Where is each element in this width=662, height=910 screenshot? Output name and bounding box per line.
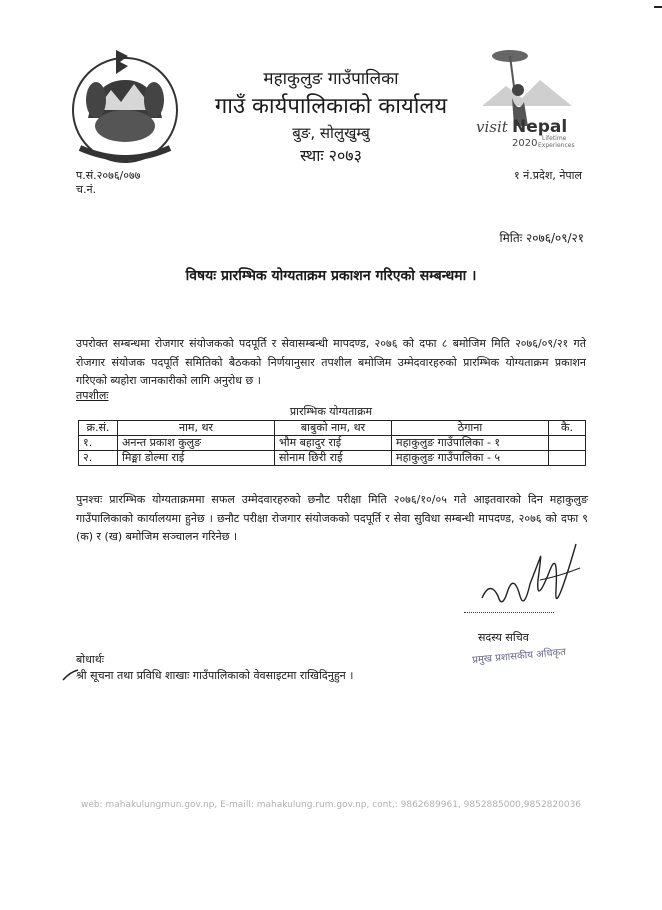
org-name: महाकुलुङ गाउँपालिका xyxy=(263,69,399,89)
cell-serial: १. xyxy=(79,436,118,451)
col-header-father-name: बाबुको नाम, थर xyxy=(275,421,392,436)
table-row xyxy=(79,451,586,466)
cc-recipient: श्री सूचना तथा प्रविधि शाखाः गाउँपालिकाको वेवसाइटमा राखिदिनुहुन । xyxy=(76,669,354,682)
reference-number: प.सं.२०७६/०७७ xyxy=(76,169,141,182)
details-label: तपशीलः xyxy=(76,389,109,402)
cell-remarks xyxy=(549,451,586,466)
cell-father-name: भौम बहादुर राई xyxy=(275,436,392,451)
col-header-serial: क्र.सं. xyxy=(79,421,118,436)
office-established: स्थाः २०७३ xyxy=(300,146,362,165)
col-header-name: नाम, थर xyxy=(118,421,275,436)
body-paragraph: उपरोक्त सम्बन्धमा रोजगार संयोजकको पदपूर्ति र सेवासम्बन्धी मापदण्ड, २०७६ को दफा ८ बमोजिम मिति २०७६/०९/२१ गते रोजगार संयोजक पदपूर्ति समितिको बैठकको निर्णयानुसार तपशील बमोजिम उम्मेदवारहरुको प्रारम्भिक योग्यताक्रम प्रकाशन गरिएको ब्यहोरा जानकारीको लागि अनुरोध छ । xyxy=(76,337,586,387)
page-corner-mark xyxy=(654,6,662,8)
col-header-remarks: कै. xyxy=(549,421,586,436)
postscript-paragraph: पुनश्चः प्रारम्भिक योग्यताक्रममा सफल उम्मेदवारहरुको छनौट परीक्षा मिति २०७६/१०/०५ गते आइतवारको दिन महाकुलुङ गाउँपालिकाको कार्यालयमा हुनेछ । छनौट परीक्षा रोजगार संयोजकको पदपूर्ति र सेवा सुविधा सम्बन्धी मापदण्ड, २०७६ को दफा ९ (क) र (ख) बमोजिम सञ्चालन गरिनेछ । xyxy=(76,493,588,543)
table-header-row xyxy=(79,421,586,436)
svg-text:Nepal: Nepal xyxy=(512,117,568,137)
cell-remarks xyxy=(549,436,586,451)
letter-subject: विषयः प्रारम्भिक योग्यताक्रम प्रकाशन गरिएको सम्बन्धमा । xyxy=(185,268,477,284)
merit-list-table xyxy=(78,420,586,466)
col-header-address: ठेगाना xyxy=(392,421,549,436)
office-location: बुङ, सोलुखुम्बु xyxy=(292,124,370,142)
signature-line xyxy=(464,612,554,613)
dispatch-number: च.नं. xyxy=(76,183,97,196)
svg-text:2020: 2020 xyxy=(512,138,538,149)
svg-text:Lifetime: Lifetime xyxy=(542,135,567,142)
signature-image xyxy=(480,540,590,640)
svg-text:visit: visit xyxy=(476,118,508,136)
footer-contact: web: mahakulungmun.gov.np, E-maill: mahakulung.rum.gov.np, cont,: 9862689961, 9852885000,9852820036 xyxy=(80,800,582,810)
letter-date: मितिः २०७६/०९/२१ xyxy=(499,231,584,245)
cell-address: महाकुलुङ गाउँपालिका - १ xyxy=(392,436,549,451)
signatory-title: सदस्य सचिव xyxy=(478,631,529,644)
office-name: गाउँ कार्यपालिकाको कार्यालय xyxy=(214,94,448,119)
official-stamp: प्रमुख प्रशासकीय अधिकृत xyxy=(471,646,567,667)
cell-name: मिङ्मा डोल्मा राई xyxy=(118,451,275,466)
svg-text:Experiences: Experiences xyxy=(538,142,575,149)
cc-label: बोधार्थः xyxy=(76,653,104,666)
cell-name: अनन्त प्रकाश कुलुङ xyxy=(118,436,275,451)
province-address: १ नं.प्रदेश, नेपाल xyxy=(513,169,582,182)
table-title: प्रारम्भिक योग्यताक्रम xyxy=(289,405,373,418)
table-row xyxy=(79,436,586,451)
cell-serial: २. xyxy=(79,451,118,466)
cell-father-name: सोनाम छिरी राई xyxy=(275,451,392,466)
cell-address: महाकुलुङ गाउँपालिका - ५ xyxy=(392,451,549,466)
